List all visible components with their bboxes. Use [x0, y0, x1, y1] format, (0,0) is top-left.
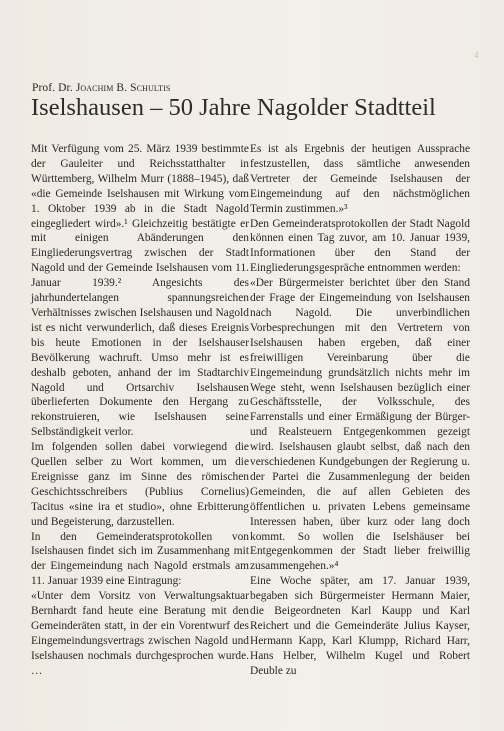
author-name: Joachim B. Schultis	[75, 82, 171, 94]
author-prefix: Prof. Dr.	[32, 82, 73, 94]
quote-paragraph: Es ist als Ergebnis der heutigen Aussprache festzustellen, dass sämtliche anwesenden Vertreter der Gemeinde Iselshausen der Eingemeindung auf den nächstmöglichen Termin zustimmen.»³	[250, 143, 470, 215]
author-line	[32, 82, 170, 94]
paragraph: Mit Verfügung vom 25. März 1939 bestimmte der Gauleiter und Reichsstatthalter in Württemberg, Wilhelm Murr (1888–1945), daß «die Gemeinde Iselshausen mit Wirkung vom 1. Oktober 1939 ab in die Stadt Nagold eingegliedert wird».¹ Gleichzeitig bestätigte er mit einigen Abänderungen den Eingliederungsvertrag zwischen der Stadt Nagold und der Gemeinde Iselshausen vom 11. Januar 1939.² Angesichts des jahrhundertelangen spannungsreichen Verhältnisses zwischen Iselshausen und Nagold ist es nicht verwunderlich, daß dieses Ereignis bis heute Emotionen in der Iselshauser Bevölkerung wachruft. Umso mehr ist es deshalb geboten, anhand der im Stadtarchiv Nagold und Ortsarchiv Iselshausen überlieferten Dokumente den Hergang zu rekonstruieren, wie Iselshausen seine Selbständigkeit verlor.	[31, 143, 249, 439]
right-column	[250, 142, 470, 679]
paragraph: Den Gemeinderatsprotokollen der Stadt Nagold können einen Tag zuvor, am 10. Januar 1939, Informationen über den Stand der Eingliederungsgespräche entnommen werden:	[250, 217, 470, 275]
article-title: Iselshausen – 50 Jahre Nagolder Stadtteil	[31, 94, 436, 121]
paragraph: Eine Woche später, am 17. Januar 1939, begaben sich Bürgermeister Hermann Maier, die Beigeordneten Karl Kaupp und Karl Reichert und die Gemeinderäte Julius Kayser, Hermann Kapp, Karl Klumpp, Richard Harr, Hans Helber, Wilhelm Kugel und Robert Deuble zu	[250, 575, 470, 677]
quote-paragraph: «Der Bürgermeister berichtet über den Stand der Frage der Eingemeindung von Iselshausen nach Nagold. Die unverbindlichen Vorbesprechungen mit den Vertretern von Iselshausen haben ergeben, daß einer freiwilligen Vereinbarung über die Eingemeindung grundsätzlich nichts mehr im Wege steht, wenn Iselshausen bezüglich einer Geschäftsstelle, der Volksschule, des Farrenstalls und einer Ermäßigung der Bürger- und Realsteuern Entgegenkommen gezeigt wird. Iselshausen glaubt selbst, daß nach den verschiedenen Kundgebungen der Regierung u. der Partei die Zusammenlegung der beiden Gemeinden, die auf allen Gebieten des öffentlichen u. privaten Lebens gemeinsame Interessen haben, über kurz oder lang doch kommt. So wollen die Iselshäuser bei Entgegenkommen der Stadt lieber freiwillig zusammengehen.»⁴	[250, 277, 470, 573]
quote-paragraph: «Unter dem Vorsitz von Verwaltungsaktuar Bernhardt fand heute eine Beratung mit den Gemeinderäten statt, in der ein Vorentwurf des Eingemeindungsvertrags zwischen Nagold und Iselshausen nochmals durchgesprochen wurde. …	[31, 590, 249, 677]
paragraph: Im folgenden sollen dabei vorwiegend die Quellen selber zu Wort kommen, um die Ereignisse ganz im Sinne des römischen Geschichtsschreibers (Publius Cornelius) Tacitus «sine ira et studio», ohne Erbitterung und Begeisterung, darzustellen.	[31, 441, 249, 528]
paragraph: In den Gemeinderatsprotokollen von Iselshausen findet sich im Zusammenhang mit der Eingemeindung nach Nagold erstmals am 11. Januar 1939 eine Eintragung:	[31, 530, 249, 588]
corner-mark: 4	[474, 50, 479, 60]
left-column	[31, 142, 249, 679]
